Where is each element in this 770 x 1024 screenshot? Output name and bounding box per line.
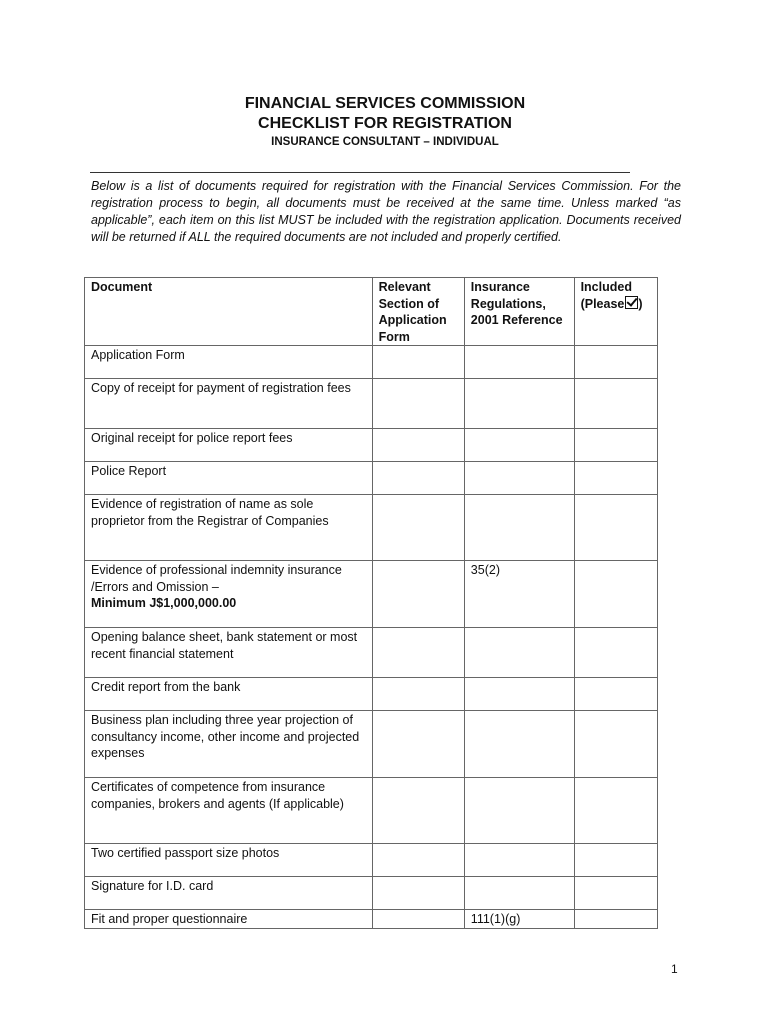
table-row bbox=[85, 910, 658, 929]
table-row bbox=[85, 844, 658, 877]
table-row bbox=[85, 561, 658, 628]
reference-cell: 111(1)(g) bbox=[464, 910, 574, 929]
table-header-row bbox=[85, 278, 658, 346]
included-cell[interactable] bbox=[574, 495, 657, 561]
document-name: Evidence of professional indemnity insurance /Errors and Omission – bbox=[91, 563, 342, 594]
section-cell bbox=[372, 379, 464, 429]
section-cell bbox=[372, 844, 464, 877]
table-row bbox=[85, 877, 658, 910]
table-row bbox=[85, 711, 658, 778]
section-cell bbox=[372, 778, 464, 844]
document-cell bbox=[85, 877, 373, 910]
included-cell[interactable] bbox=[574, 844, 657, 877]
header-regulation: Insurance Regulations, 2001 Reference bbox=[464, 278, 574, 346]
reference-cell bbox=[464, 495, 574, 561]
header-section: Relevant Section of Application Form bbox=[372, 278, 464, 346]
document-name: Certificates of competence from insurance companies, brokers and agents (If applicable) bbox=[91, 780, 344, 811]
reference-cell bbox=[464, 628, 574, 678]
reference-cell bbox=[464, 711, 574, 778]
document-cell bbox=[85, 628, 373, 678]
section-cell bbox=[372, 346, 464, 379]
table-row bbox=[85, 628, 658, 678]
page-number: 1 bbox=[671, 962, 678, 976]
document-name: Two certified passport size photos bbox=[91, 846, 280, 860]
intro-paragraph: Below is a list of documents required for registration with the Financial Services Commission. For the registration process to begin, all documents must be received at the same time. Unless marked “as applicable”, each item on this list MUST be included with the registration application. Documents received will be returned if ALL the required documents are not included and properly certified. bbox=[91, 179, 681, 244]
checklist-table bbox=[84, 277, 658, 929]
document-name: Signature for I.D. card bbox=[91, 879, 214, 893]
included-cell[interactable] bbox=[574, 877, 657, 910]
table-row bbox=[85, 346, 658, 379]
checklist-body bbox=[85, 346, 658, 929]
section-cell bbox=[372, 910, 464, 929]
document-cell bbox=[85, 462, 373, 495]
section-cell bbox=[372, 495, 464, 561]
document-cell bbox=[85, 429, 373, 462]
header-document: Document bbox=[85, 278, 373, 346]
table-row bbox=[85, 678, 658, 711]
section-cell bbox=[372, 678, 464, 711]
section-cell bbox=[372, 877, 464, 910]
included-cell[interactable] bbox=[574, 561, 657, 628]
section-cell bbox=[372, 711, 464, 778]
divider bbox=[90, 172, 630, 173]
reference-cell bbox=[464, 877, 574, 910]
checkbox-checked-icon bbox=[625, 296, 638, 309]
document-cell bbox=[85, 778, 373, 844]
included-cell[interactable] bbox=[574, 429, 657, 462]
document-name: Fit and proper questionnaire bbox=[91, 912, 248, 926]
table-row bbox=[85, 462, 658, 495]
included-cell[interactable] bbox=[574, 711, 657, 778]
included-cell[interactable] bbox=[574, 462, 657, 495]
reference-cell bbox=[464, 844, 574, 877]
section-cell bbox=[372, 429, 464, 462]
section-cell bbox=[372, 462, 464, 495]
table-row bbox=[85, 379, 658, 429]
included-cell[interactable] bbox=[574, 678, 657, 711]
included-cell[interactable] bbox=[574, 379, 657, 429]
reference-cell: 35(2) bbox=[464, 561, 574, 628]
document-name: Business plan including three year projection of consultancy income, other income and projected expenses bbox=[91, 713, 360, 760]
reference-cell bbox=[464, 462, 574, 495]
page-subtitle: INSURANCE CONSULTANT – INDIVIDUAL bbox=[271, 136, 499, 148]
document-name: Opening balance sheet, bank statement or most recent financial statement bbox=[91, 630, 358, 661]
document-name: Police Report bbox=[91, 464, 167, 478]
table-row bbox=[85, 778, 658, 844]
header-included-label: Included (Please bbox=[580, 280, 632, 311]
document-name: Credit report from the bank bbox=[91, 680, 241, 694]
page-title-line2: CHECKLIST FOR REGISTRATION bbox=[258, 115, 512, 132]
document-cell bbox=[85, 844, 373, 877]
reference-cell bbox=[464, 379, 574, 429]
page-title: FINANCIAL SERVICES COMMISSION bbox=[244, 95, 526, 112]
table-row bbox=[85, 495, 658, 561]
document-cell bbox=[85, 379, 373, 429]
document-cell bbox=[85, 910, 373, 929]
included-cell[interactable] bbox=[574, 778, 657, 844]
reference-cell bbox=[464, 346, 574, 379]
section-cell bbox=[372, 628, 464, 678]
reference-cell bbox=[464, 678, 574, 711]
document-cell bbox=[85, 561, 373, 628]
document-cell bbox=[85, 711, 373, 778]
reference-cell bbox=[464, 778, 574, 844]
included-cell[interactable] bbox=[574, 910, 657, 929]
document-emphasis: Minimum J$1,000,000.00 bbox=[91, 596, 237, 610]
document-cell bbox=[85, 346, 373, 379]
table-row bbox=[85, 429, 658, 462]
reference-cell bbox=[464, 429, 574, 462]
document-name: Copy of receipt for payment of registration fees bbox=[91, 381, 351, 395]
document-cell bbox=[85, 495, 373, 561]
included-cell[interactable] bbox=[574, 346, 657, 379]
document-name: Original receipt for police report fees bbox=[91, 431, 293, 445]
header-included bbox=[574, 278, 657, 346]
header-included-close: ) bbox=[638, 296, 643, 311]
document-name: Application Form bbox=[91, 348, 185, 362]
document-cell bbox=[85, 678, 373, 711]
section-cell bbox=[372, 561, 464, 628]
included-cell[interactable] bbox=[574, 628, 657, 678]
document-name: Evidence of registration of name as sole proprietor from the Registrar of Companies bbox=[91, 497, 329, 528]
